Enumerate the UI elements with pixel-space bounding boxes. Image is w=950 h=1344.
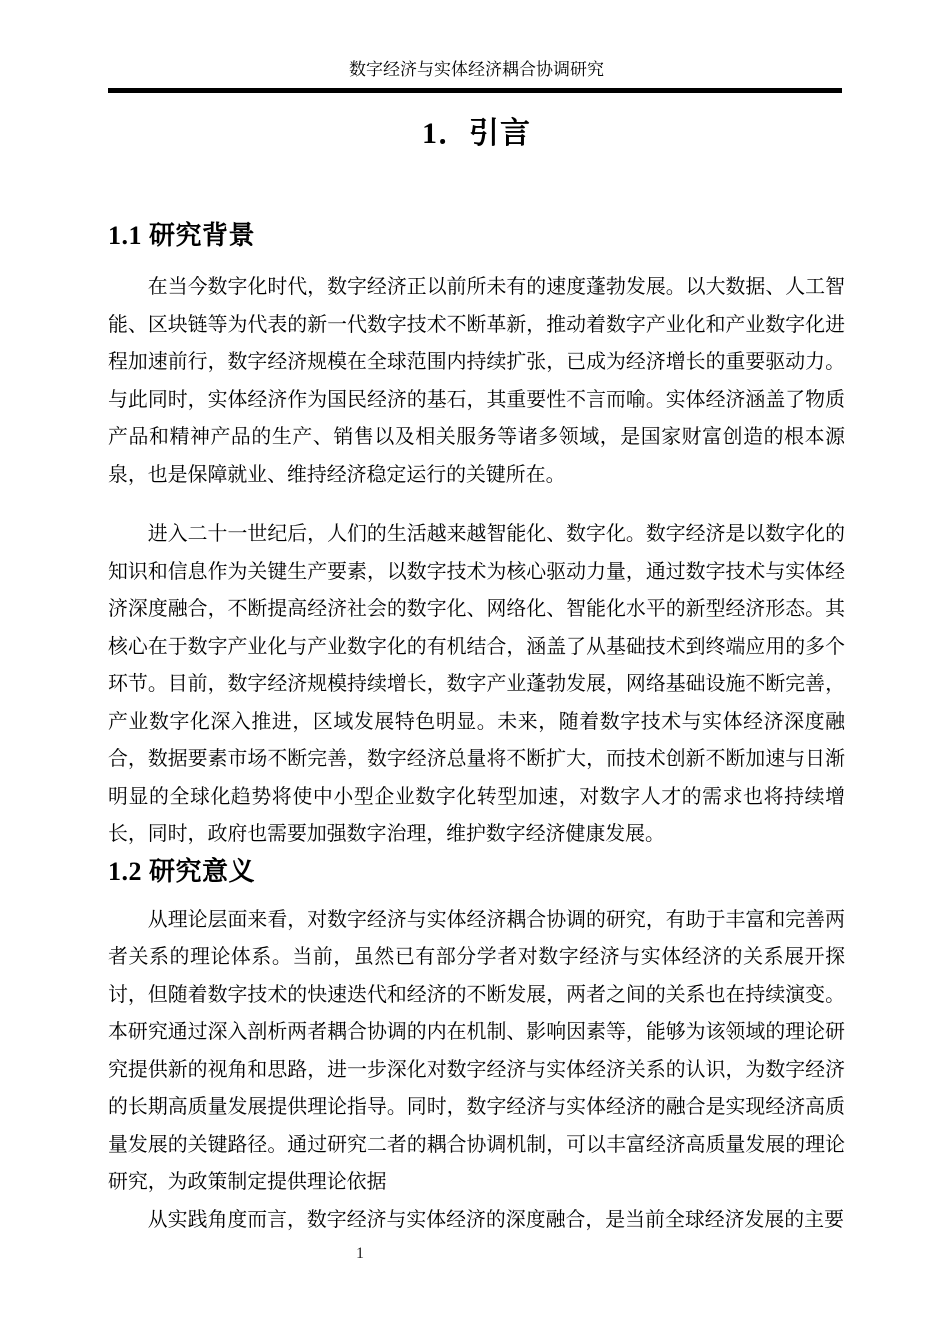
paragraph: 从理论层面来看，对数字经济与实体经济耦合协调的研究，有助于丰富和完善两者关系的理论体系。当前，虽然已有部分学者对数字经济与实体经济的关系展开探讨，但随着数字技术的快速迭代和经济的不断发展，两者之间的关系也在持续演变。本研究通过深入剖析两者耦合协调的内在机制、影响因素等，能够为该领域的理论研究提供新的视角和思路，进一步深化对数字经济与实体经济关系的认识，为数字经济的长期高质量发展提供理论指导。同时，数字经济与实体经济的融合是实现经济高质量发展的关键路径。通过研究二者的耦合协调机制，可以丰富经济高质量发展的理论研究，为政策制定提供理论依据 [108, 908, 845, 1193]
running-header [108, 0, 845, 93]
page-number: 1 [356, 1245, 364, 1262]
paragraph: 进入二十一世纪后，人们的生活越来越智能化、数字化。数字经济是以数字化的知识和信息作为关键生产要素，以数字技术为核心驱动力量，通过数字技术与实体经济深度融合，不断提高经济社会的数字化、网络化、智能化水平的新型经济形态。其核心在于数字产业化与产业数字化的有机结合，涵盖了从基础技术到终端应用的多个环节。目前，数字经济规模持续增长，数字产业蓬勃发展，网络基础设施不断完善，产业数字化深入推进，区域发展特色明显。未来，随着数字技术与实体经济深度融合，数据要素市场不断完善，数字经济总量将不断扩大，而技术创新不断加速与日渐明显的全球化趋势将使中小型企业数字化转型加速，对数字人才的需求也将持续增长，同时，政府也需要加强数字治理，维护数字经济健康发展。 [108, 523, 845, 845]
paragraph: 在当今数字化时代，数字经济正以前所未有的速度蓬勃发展。以大数据、人工智能、区块链等为代表的新一代数字技术不断革新，推动着数字产业化和产业数字化进程加速前行，数字经济规模在全球范围内持续扩张，已成为经济增长的重要驱动力。与此同时，实体经济作为国民经济的基石，其重要性不言而喻。实体经济涵盖了物质产品和精神产品的生产、销售以及相关服务等诸多领域，是国家财富创造的根本源泉，也是保障就业、维持经济稳定运行的关键所在。 [108, 276, 845, 486]
running-header-title: 数字经济与实体经济耦合协调研究 [349, 60, 604, 79]
paragraph: 从实践角度而言，数字经济与实体经济的深度融合，是当前全球经济发展的主要 [147, 1208, 844, 1231]
section-heading-1-1: 1.1 研究背景 [108, 221, 256, 250]
header-rule [108, 88, 842, 93]
chapter-title: 1．引言 [422, 117, 531, 150]
section-heading-1-2: 1.2 研究意义 [108, 856, 256, 886]
text-column [108, 0, 845, 1239]
